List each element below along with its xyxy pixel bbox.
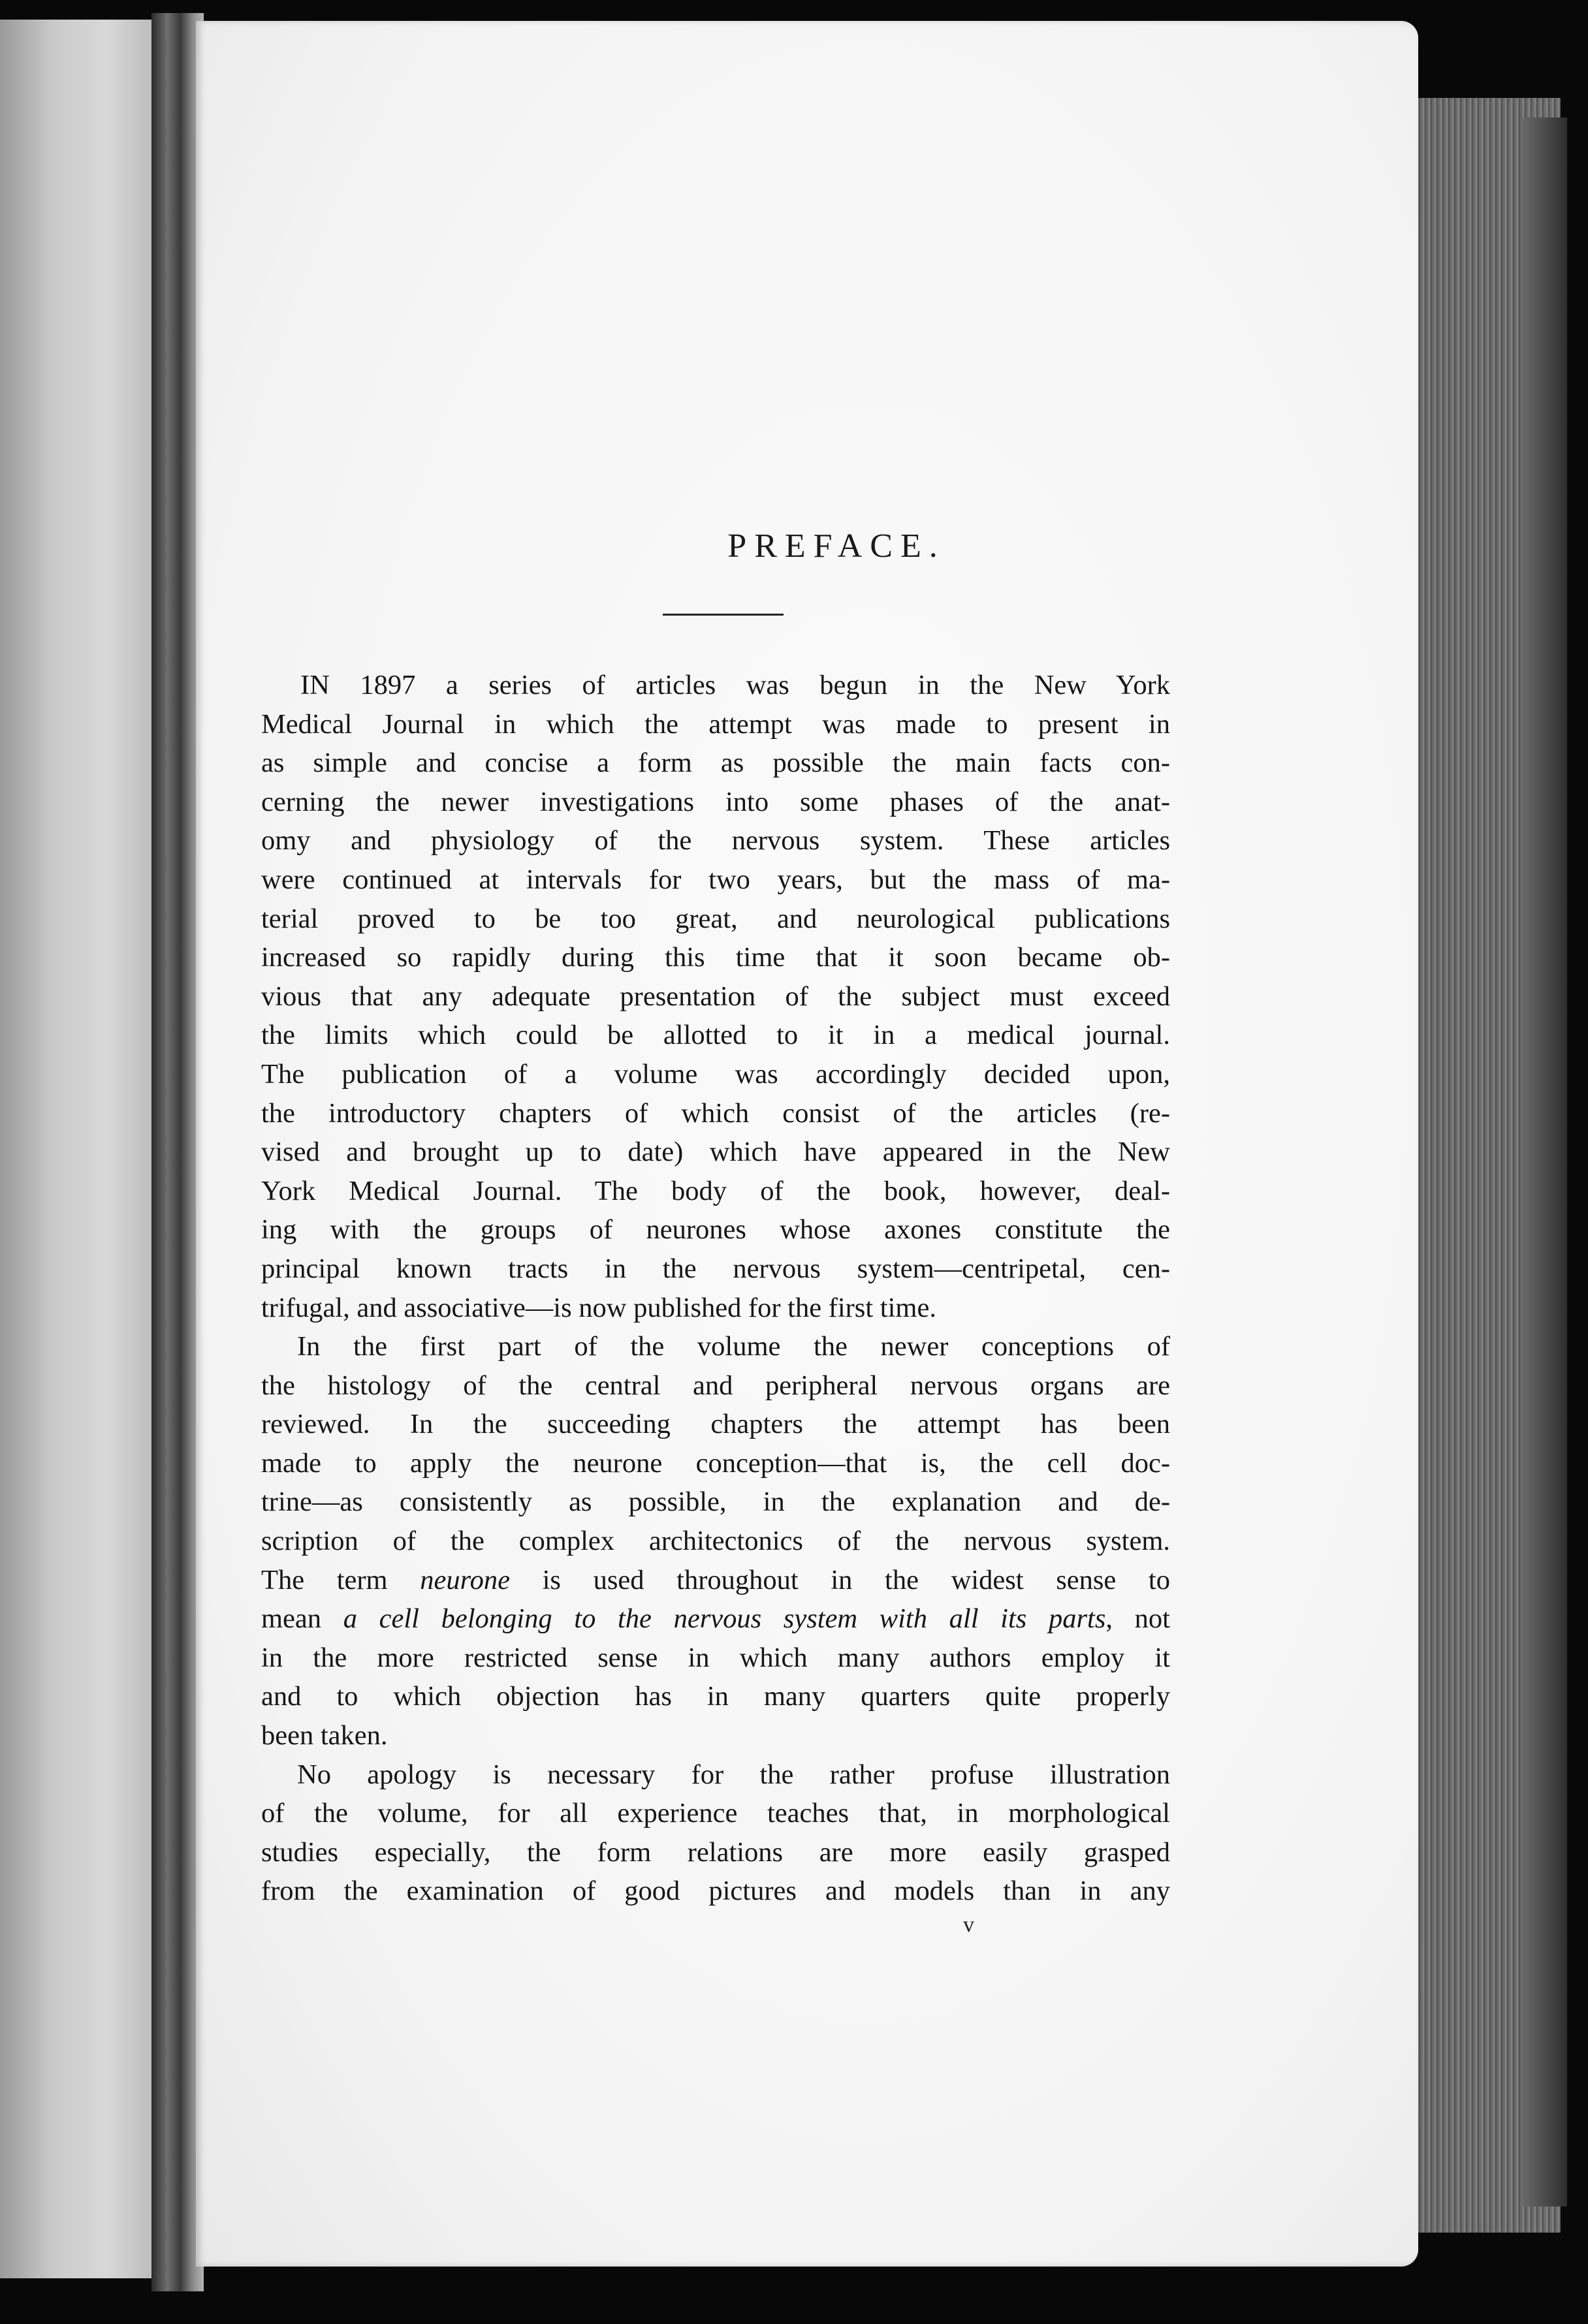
italic-term: neurone [420, 1564, 510, 1595]
text-line [261, 1561, 1170, 1600]
text-line: the limits which could be allotted to it in a medical journal. [261, 1020, 1170, 1051]
text-line: York Medical Journal. The body of the book, however, deal- [261, 1175, 1170, 1206]
text-line: been taken. [261, 1720, 388, 1751]
text-line: and to which objection has in many quarters quite properly [261, 1681, 1170, 1712]
text-run: is used throughout in the widest sense to [509, 1564, 1170, 1595]
text-line: increased so rapidly during this time that it soon became ob- [261, 942, 1170, 973]
text-line: reviewed. In the succeeding chapters the attempt has been [261, 1409, 1170, 1440]
text-line: trifugal, and associative—is now published for the first time. [261, 1292, 936, 1323]
text-line: The publication of a volume was accordingly decided upon, [261, 1058, 1170, 1090]
text-line: principal known tracts in the nervous system—centripetal, cen- [261, 1253, 1170, 1284]
text-line: scription of the complex architectonics of the nervous system. [261, 1526, 1170, 1557]
text-line: the histology of the central and peripheral nervous organs are [261, 1370, 1170, 1401]
text-run: mean [261, 1603, 343, 1635]
book-page [196, 21, 1418, 2267]
text-line: IN 1897 a series of articles was begun in the New York [300, 670, 1170, 700]
text-line: of the volume, for all experience teaches that, in morphological [261, 1798, 1170, 1829]
text-line: No apology is necessary for the rather profuse illustration [297, 1759, 1170, 1790]
text-line: were continued at intervals for two years, but the mass of ma- [261, 864, 1170, 895]
text-line: vious that any adequate presentation of the subject must exceed [261, 981, 1170, 1012]
text-line: terial proved to be too great, and neurological publications [261, 903, 1170, 934]
text-line: the introductory chapters of which consist of the articles (re- [261, 1097, 1170, 1129]
text-line: as simple and concise a form as possible the main facts con- [261, 747, 1170, 779]
page-title: PREFACE. [727, 527, 945, 565]
title-rule [663, 614, 784, 616]
text-line: ing with the groups of neurones whose axones constitute the [261, 1214, 1170, 1246]
text-line: Medical Journal in which the attempt was made to present in [261, 708, 1170, 740]
text-line: In the first part of the volume the newer conceptions of [297, 1331, 1170, 1362]
text-line: in the more restricted sense in which many authors employ it [261, 1642, 1170, 1673]
text-line: cerning the newer investigations into some phases of the anat- [261, 786, 1170, 817]
text-line [261, 1599, 1170, 1639]
page-edges-shadow [1521, 118, 1567, 2206]
page-number: v [963, 1913, 974, 1937]
text-line: made to apply the neurone conception—that is, the cell doc- [261, 1447, 1170, 1479]
text-run: , not [1105, 1603, 1170, 1635]
left-facing-page [0, 20, 151, 2278]
text-run: The term [261, 1564, 421, 1595]
text-line: from the examination of good pictures and models than in any [261, 1876, 1170, 1907]
text-line: vised and brought up to date) which have appeared in the New [261, 1137, 1170, 1168]
text-line: omy and physiology of the nervous system. These articles [261, 825, 1170, 856]
italic-definition: a cell belonging to the nervous system with all its parts [343, 1603, 1106, 1635]
text-line: trine—as consistently as possible, in the explanation and de- [261, 1486, 1170, 1518]
page-body [261, 666, 1170, 1911]
text-line: studies especially, the form relations are more easily grasped [261, 1836, 1170, 1868]
